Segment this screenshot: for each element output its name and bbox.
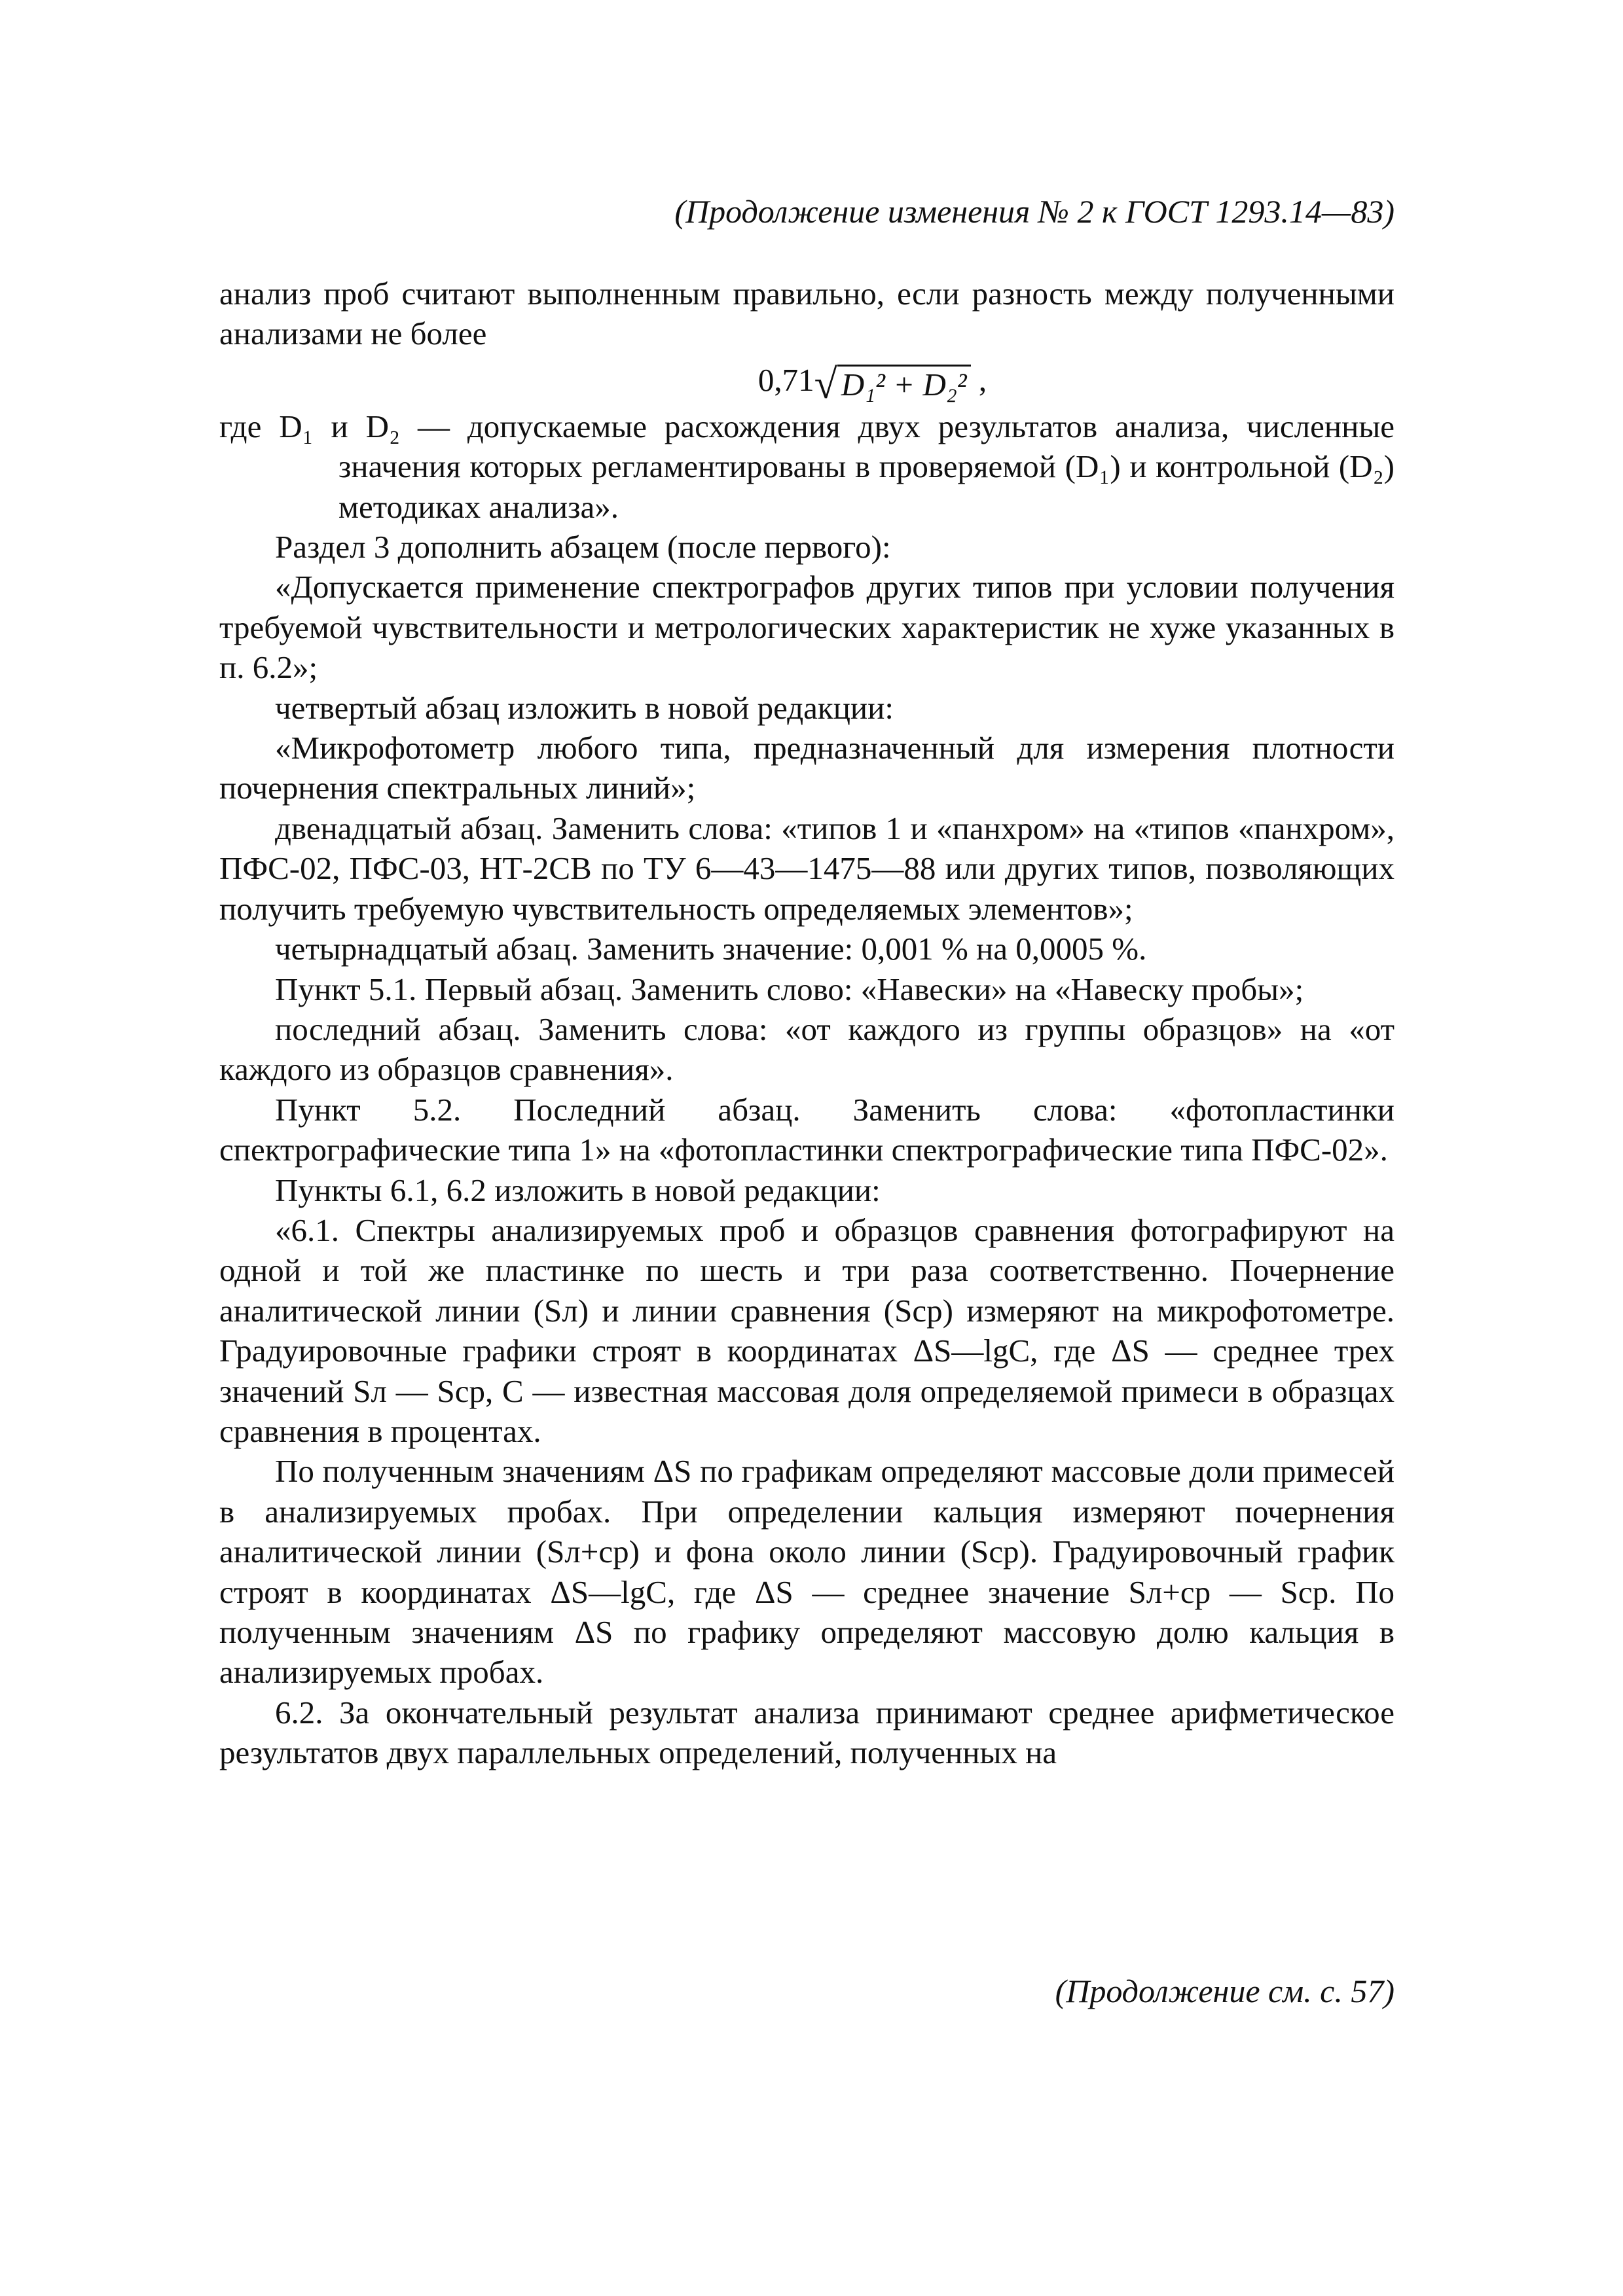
sqrt-icon: √ D₁² + D₂² [814,355,971,411]
paragraph-7: двенадцатый абзац. Заменить слова: «типов 1 и «панхром» на «типов «панхром», ПФС-02, ПФС-03, НТ-2СВ по ТУ 6—43—1475—88 или других типов, позволяющих получить требуемую чувствительность определяемых элементов»; [219,810,1395,927]
page-footer: (Продолжение см. с. 57) [1055,1973,1395,2009]
paragraph-1: анализ проб считают выполненным правильно, если разность между полученными анализами не более [219,276,1395,352]
formula-radicand: D₁² + D₂² [837,365,971,403]
document-body [219,274,1395,1773]
paragraph-15: 6.2. За окончательный результат анализа принимают среднее арифметическое результатов двух параллельных определений, полученных на [219,1694,1395,1771]
formula [219,354,1395,406]
paragraph-5: четвертый абзац изложить в новой редакции: [275,689,894,726]
paragraph-4: «Допускается применение спектрографов других типов при условии получения требуемой чувствительности и метрологических характеристик не хуже указанных в п. 6.2»; [219,569,1395,686]
paragraph-12: Пункты 6.1, 6.2 изложить в новой редакции: [275,1172,881,1208]
paragraph-11: Пункт 5.2. Последний абзац. Заменить слова: «фотопластинки спектрографические типа 1» на «фотопластинки спектрографические типа ПФС-02». [219,1091,1395,1168]
formula-tail: , [970,361,987,398]
paragraph-3: Раздел 3 дополнить абзацем (после первого): [275,529,891,565]
paragraph-6: «Микрофотометр любого типа, предназначенный для измерения плотности почернения спектральных линий»; [219,730,1395,806]
paragraph-10: последний абзац. Заменить слова: «от каждого из группы образцов» на «от каждого из образцов сравнения». [219,1011,1395,1088]
paragraph-14: По полученным значениям ΔS по графикам определяют массовые доли примесей в анализируемых пробах. При определении кальция измеряют почернения аналитической линии (Sл+ср) и фона около линии (Sср). Градуировочный график строят в координатах ΔS—lgC, где ΔS — среднее значение Sл+ср — Sср. По полученным значениям ΔS по графику определяют массовую долю кальция в анализируемых пробах. [219,1453,1395,1691]
paragraph-13: «6.1. Спектры анализируемых проб и образцов сравнения фотографируют на одной и той же пластинке по шесть и три раза соответственно. Почернение аналитической линии (Sл) и линии сравнения (Sср) измеряют на микрофотометре. Градуировочные графики строят в координатах ΔS—lgC, где ΔS — среднее трех значений Sл — Sср, C — известная массовая доля определяемой примеси в образцах сравнения в процентах. [219,1211,1395,1449]
formula-coefficient: 0,71 [757,361,814,398]
page-header: (Продолжение изменения № 2 к ГОСТ 1293.14—83) [674,193,1395,230]
paragraph-8: четырнадцатый абзац. Заменить значение: 0,001 % на 0,0005 %. [275,931,1147,967]
paragraph-where: где D₁ и D₂ — допускаемые расхождения двух результатов анализа, численные значения которых регламентированы в проверяемой (D₁) и контрольной (D₂) методиках анализа». [219,408,1395,525]
paragraph-9: Пункт 5.1. Первый абзац. Заменить слово: «Навески» на «Навеску пробы»; [275,971,1304,1007]
